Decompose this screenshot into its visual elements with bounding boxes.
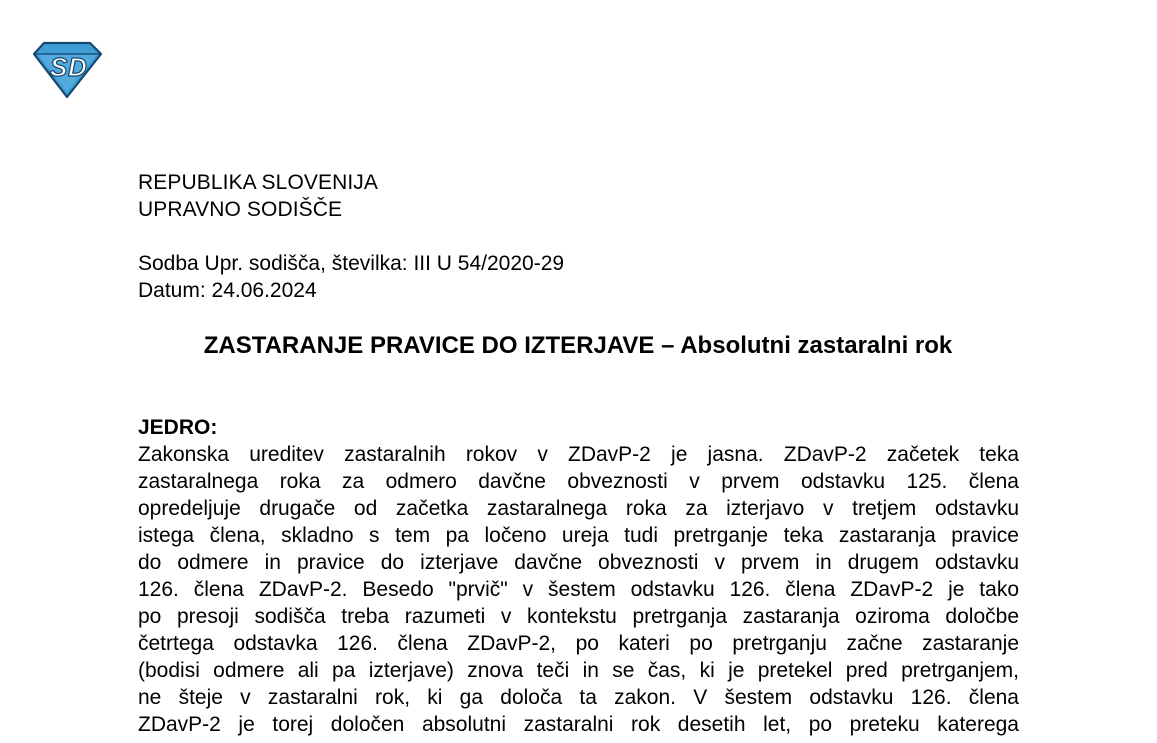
body-line: četrtega odstavka 126. člena ZDavP-2, po kateri po pretrganju začne zastaranje xyxy=(138,632,1019,655)
court-logo-icon xyxy=(30,40,104,100)
judgment-date: Datum: 24.06.2024 xyxy=(138,279,317,302)
body-line: Zakonska ureditev zastaralnih rokov v ZDavP-2 je jasna. ZDavP-2 začetek teka xyxy=(138,443,1019,466)
court-name-line: UPRAVNO SODIŠČE xyxy=(138,198,343,221)
case-metadata xyxy=(138,250,564,304)
body-line: zastaralnega roka za odmero davčne obveznosti v prvem odstavku 125. člena xyxy=(138,470,1019,493)
body-line: (bodisi odmere ali pa izterjave) znova teči in se čas, ki je pretekel pred pretrganjem, xyxy=(138,659,1019,682)
case-reference: Sodba Upr. sodišča, številka: III U 54/2020-29 xyxy=(138,252,565,275)
body-line: ZDavP-2 je torej določen absolutni zastaralni rok desetih let, po preteku katerega xyxy=(138,713,1019,736)
section-heading-jedro: JEDRO: xyxy=(138,416,218,439)
body-line: po presoji sodišča treba razumeti v kontekstu pretrganja zastaranja oziroma določbe xyxy=(138,605,1019,628)
document-title: ZASTARANJE PRAVICE DO IZTERJAVE – Absolutni zastaralni rok xyxy=(203,332,953,359)
body-line: opredeljuje drugače od začetka zastaralnega roka za izterjavo v tretjem odstavku xyxy=(138,497,1019,520)
court-header xyxy=(138,169,378,223)
body-line: 126. člena ZDavP-2. Besedo "prvič" v šestem odstavku 126. člena ZDavP-2 je tako xyxy=(138,578,1019,601)
body-line: ne šteje v zastaralni rok, ki ga določa ta zakon. V šestem odstavku 126. člena xyxy=(138,686,1019,709)
body-line: istega člena, skladno s tem pa ločeno ureja tudi pretrganje teka zastaranja pravice xyxy=(138,524,1019,547)
svg-text:D: D xyxy=(68,52,87,82)
court-country-line: REPUBLIKA SLOVENIJA xyxy=(138,171,378,194)
body-line: do odmere in pravice do izterjave davčne obveznosti v prvem in drugem odstavku xyxy=(138,551,1019,574)
svg-text:S: S xyxy=(50,52,68,82)
body-paragraph xyxy=(138,441,1019,738)
